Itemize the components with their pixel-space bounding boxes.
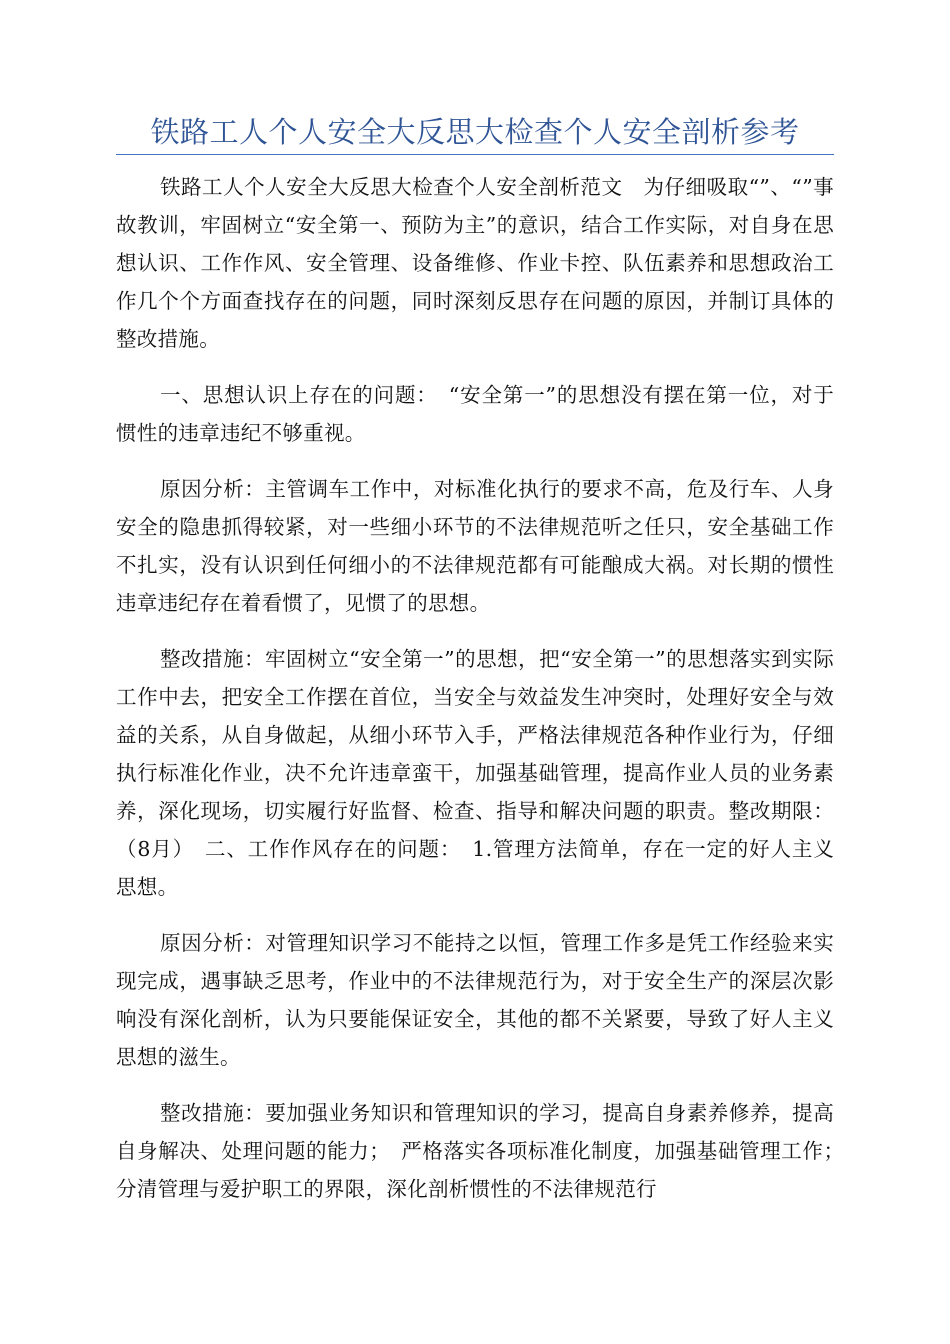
paragraph-intro: 铁路工人个人安全大反思大检查个人安全剖析范文 为仔细吸取“”、“”事故教训，牢固树立“安全第一、预防为主”的意识，结合工作实际，对自身在思想认识、工作作风、安全管理、设备维修、作业卡控、队伍素养和思想政治工作几个个方面查找存在的问题，同时深刻反思存在问题的原因，并制订具体的整改措施。 (116, 175, 834, 351)
paragraph-rectification-2: 整改措施：要加强业务知识和管理知识的学习，提高自身素养修养，提高自身解决、处理问题的能力； 严格落实各项标准化制度，加强基础管理工作； 分清管理与爱护职工的界限，深化剖析惯性的不法律规范行 (116, 1101, 855, 1201)
title-underline (116, 154, 834, 155)
paragraph-cause-analysis-2: 原因分析：对管理知识学习不能持之以恒，管理工作多是凭工作经验来实现完成，遇事缺乏思考，作业中的不法律规范行为，对于安全生产的深层次影响没有深化剖析，认为只要能保证安全，其他的都不关紧要，导致了好人主义思想的滋生。 (116, 931, 834, 1069)
paragraph-rectification-1: 整改措施：牢固树立“安全第一”的思想，把“安全第一”的思想落实到实际工作中去，把安全工作摆在首位，当安全与效益发生冲突时，处理好安全与效益的关系，从自身做起，从细小环节入手，严格法律规范各种作业行为，仔细执行标准化作业，决不允许违章蛮干，加强基础管理，提高作业人员的业务素养，深化现场，切实履行好监督、检查、指导和解决问题的职责。整改期限：（8月） 二、工作作风存在的问题： 1.管理方法简单，存在一定的好人主义思想。 (116, 647, 834, 899)
paragraph-cause-analysis-1: 原因分析：主管调车工作中，对标准化执行的要求不高，危及行车、人身安全的隐患抓得较紧，对一些细小环节的不法律规范听之任只，安全基础工作不扎实，没有认识到任何细小的不法律规范都有可能酿成大祸。对长期的惯性违章违纪存在着看惯了，见惯了的思想。 (116, 477, 834, 615)
document-body (116, 168, 855, 1226)
paragraph-issue-thinking: 一、思想认识上存在的问题： “安全第一”的思想没有摆在第一位，对于惯性的违章违纪不够重视。 (116, 383, 834, 445)
document-title: 铁路工人个人安全大反思大检查个人安全剖析参考 (150, 115, 800, 149)
